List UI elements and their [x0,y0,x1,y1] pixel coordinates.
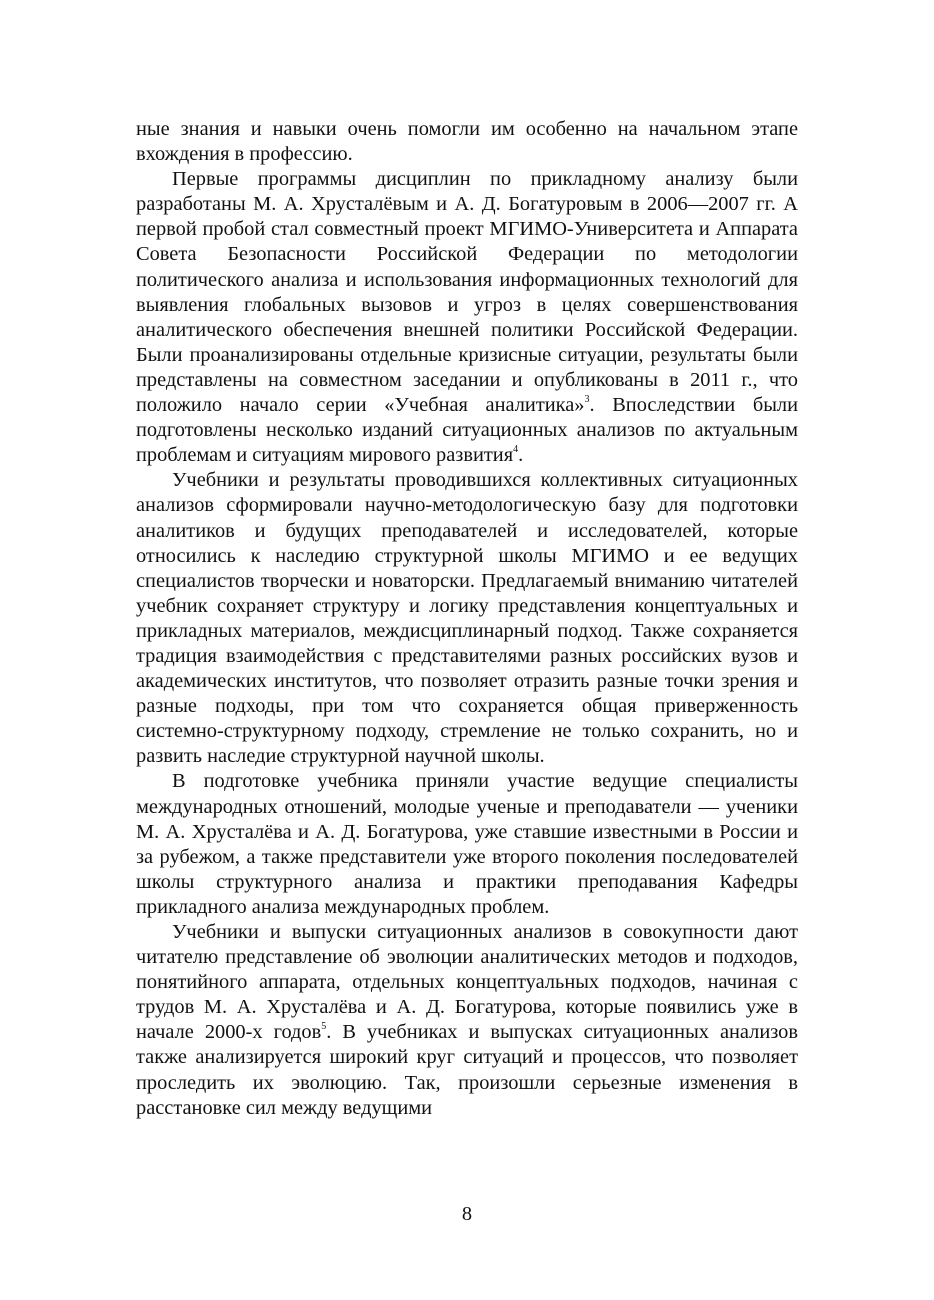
paragraph-5 [136,920,798,1121]
text-run: . Впоследствии были подготовлены несколько изданий ситуационных анализов по актуальным проблемам и ситуациям мирового развития [136,394,798,467]
body-text [136,117,798,1121]
text-run: Учебники и результаты проводившихся коллективных ситуационных анализов сформировали научно-методологическую базу для подготовки аналитиков и будущих преподавателей и исследователей, которые относились к наследию структурной школы МГИМО и ее ведущих специалистов творчески и новаторски. Предлагаемый вниманию читателей учебник сохраняет структуру и логику представления концептуальных и прикладных материалов, междисциплинарный подход. Также сохраняется традиция взаимодействия с представителями разных российских вузов и академических институтов, что позволяет отразить разные точки зрения и разные подходы, при том что сохраняется общая приверженность системно-структурному подходу, стремление не только сохранить, но и развить наследие структурной научной школы. [136,469,798,768]
paragraph-1 [136,117,798,167]
text-run: Первые программы дисциплин по прикладному анализу были разработаны М. А. Хрусталёвым и А. Д. Богатуровым в 2006—2007 гг. А первой пробой стал совместный проект МГИМО-Университета и Аппарата Совета Безопасности Российской Федерации по методологии политического анализа и использования информационных технологий для выявления глобальных вызовов и угроз в целях совершенствования аналитического обеспечения внешней политики Российской Федерации. Были проанализированы отдельные кризисные ситуации, результаты были представлены на совместном заседании и опубликованы в 2011 г., что положило начало серии «Учебная аналитика» [136,168,798,417]
text-run: ные знания и навыки очень помогли им особенно на начальном этапе вхождения в профессию. [136,118,798,166]
paragraph-3 [136,468,798,769]
text-run: Учебники и выпуски ситуационных анализов в совокупности дают читателю представление об эволюции аналитических методов и подходов, понятийного аппарата, отдельных концептуальных подходов, начиная с трудов М. А. Хрусталёва и А. Д. Богатурова, которые появились уже в начале 2000-х годов [136,921,798,1044]
footnote-ref-5[interactable]: 5 [321,1021,327,1033]
paragraph-2 [136,167,798,468]
footnote-ref-3[interactable]: 3 [584,394,590,406]
page-number: 8 [461,1203,473,1225]
paragraph-4 [136,769,798,920]
text-run: В подготовке учебника приняли участие ведущие специалисты международных отношений, молодые ученые и преподаватели — ученики М. А. Хрусталёва и А. Д. Богатурова, уже ставшие известными в России и за рубежом, а также представители уже второго поколения последователей школы структурного анализа и практики преподавания Кафедры прикладного анализа международных проблем. [136,770,798,918]
footnote-ref-4[interactable]: 4 [513,444,519,456]
text-run: . [518,444,524,467]
text-run: . В учебниках и выпусках ситуационных анализов также анализируется широкий круг ситуаций и процессов, что позволяет проследить их эволюцию. Так, произошли серьезные изменения в расстановке сил между ведущими [136,1021,798,1119]
